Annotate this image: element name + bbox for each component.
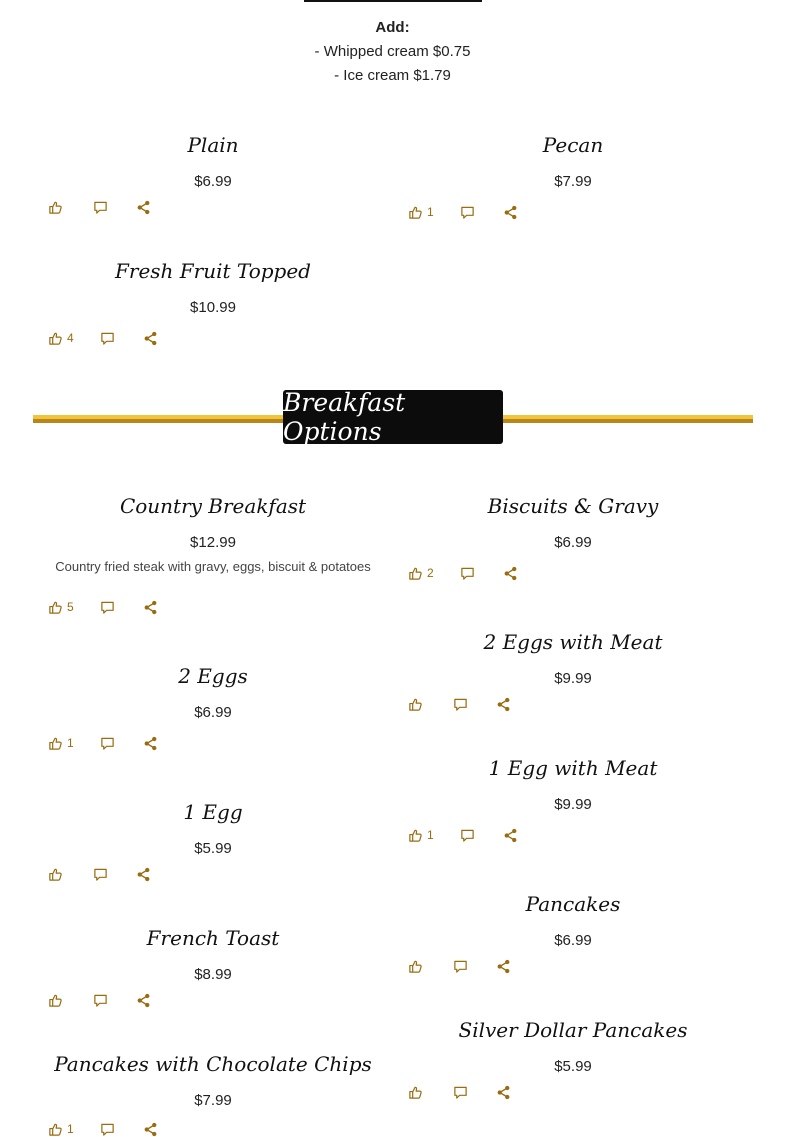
thumbs-up-icon (48, 331, 63, 346)
share-icon (503, 828, 518, 843)
addons-title: Add: (375, 19, 410, 36)
like-button[interactable] (408, 1085, 427, 1100)
like-count: 5 (67, 600, 74, 614)
share-button[interactable] (503, 828, 518, 843)
like-count: 1 (67, 736, 74, 750)
like-button[interactable] (408, 828, 434, 843)
addon-line: - Ice cream $1.79 (334, 67, 451, 84)
menu-item (393, 629, 753, 689)
comment-icon (460, 205, 475, 220)
like-button[interactable] (408, 566, 434, 581)
thumbs-up-icon (48, 867, 63, 882)
comment-icon (93, 867, 108, 882)
comment-icon (100, 600, 115, 615)
menu-item (33, 799, 393, 859)
comment-icon (100, 331, 115, 346)
item-price: $7.99 (194, 1092, 232, 1109)
like-button[interactable] (48, 993, 67, 1008)
comment-button[interactable] (100, 1122, 115, 1137)
item-name: 2 Eggs (178, 664, 248, 688)
addons-block (0, 16, 785, 88)
comment-icon (460, 566, 475, 581)
item-price: $9.99 (554, 796, 592, 813)
like-button[interactable] (48, 331, 74, 346)
menu-item (33, 925, 393, 985)
item-price: $12.99 (190, 534, 236, 551)
comment-button[interactable] (460, 205, 475, 220)
item-actions (48, 598, 158, 616)
menu-item (393, 493, 753, 553)
comment-button[interactable] (453, 959, 468, 974)
like-button[interactable] (48, 200, 67, 215)
item-actions (48, 991, 151, 1009)
share-button[interactable] (143, 736, 158, 751)
comment-button[interactable] (460, 566, 475, 581)
thumbs-up-icon (408, 828, 423, 843)
share-button[interactable] (503, 566, 518, 581)
item-actions (48, 198, 151, 216)
item-name: Pancakes with Chocolate Chips (54, 1052, 372, 1076)
like-button[interactable] (408, 959, 427, 974)
share-icon (136, 200, 151, 215)
comment-icon (453, 697, 468, 712)
like-count: 2 (427, 566, 434, 580)
share-button[interactable] (143, 331, 158, 346)
share-icon (143, 600, 158, 615)
share-button[interactable] (496, 697, 511, 712)
comment-button[interactable] (453, 697, 468, 712)
addon-line: - Whipped cream $0.75 (314, 43, 471, 60)
item-price: $5.99 (554, 1058, 592, 1075)
item-price: $6.99 (194, 704, 232, 721)
comment-button[interactable] (460, 828, 475, 843)
share-button[interactable] (136, 867, 151, 882)
item-actions (48, 1120, 158, 1137)
comment-icon (453, 1085, 468, 1100)
item-price: $6.99 (554, 534, 592, 551)
item-name: 1 Egg (183, 800, 243, 824)
comment-icon (460, 828, 475, 843)
thumbs-up-icon (48, 200, 63, 215)
thumbs-up-icon (48, 736, 63, 751)
share-icon (136, 993, 151, 1008)
item-actions (48, 329, 158, 347)
item-name: Fresh Fruit Topped (115, 259, 311, 283)
like-button[interactable] (48, 1122, 74, 1137)
like-button[interactable] (48, 867, 67, 882)
comment-button[interactable] (93, 200, 108, 215)
menu-item (33, 258, 393, 318)
comment-button[interactable] (453, 1085, 468, 1100)
menu-item (33, 132, 393, 192)
thumbs-up-icon (408, 697, 423, 712)
like-button[interactable] (48, 600, 74, 615)
thumbs-up-icon (408, 566, 423, 581)
item-description: Country fried steak with gravy, eggs, biscuit & potatoes (55, 559, 371, 574)
share-button[interactable] (136, 993, 151, 1008)
menu-item (33, 663, 393, 723)
item-actions (408, 1083, 511, 1101)
item-price: $10.99 (190, 299, 236, 316)
share-icon (503, 566, 518, 581)
thumbs-up-icon (408, 205, 423, 220)
item-name: Silver Dollar Pancakes (458, 1018, 688, 1042)
like-count: 1 (67, 1122, 74, 1136)
thumbs-up-icon (48, 1122, 63, 1137)
comment-button[interactable] (93, 993, 108, 1008)
top-divider (304, 0, 482, 2)
menu-item (393, 755, 753, 815)
item-name: Pecan (542, 133, 604, 157)
item-actions (408, 695, 511, 713)
item-name: 2 Eggs with Meat (483, 630, 663, 654)
share-icon (143, 331, 158, 346)
share-button[interactable] (136, 200, 151, 215)
like-button[interactable] (408, 205, 434, 220)
like-count: 4 (67, 331, 74, 345)
item-price: $7.99 (554, 173, 592, 190)
like-button[interactable] (408, 697, 427, 712)
share-button[interactable] (503, 205, 518, 220)
comment-button[interactable] (100, 600, 115, 615)
section-title-badge (283, 390, 503, 444)
item-actions (48, 734, 158, 752)
item-name: Plain (187, 133, 239, 157)
item-price: $8.99 (194, 966, 232, 983)
share-icon (143, 736, 158, 751)
item-name: 1 Egg with Meat (488, 756, 658, 780)
menu-item (33, 493, 393, 576)
comment-icon (453, 959, 468, 974)
menu-item (393, 1017, 753, 1077)
menu-item (393, 132, 753, 192)
like-count: 1 (427, 828, 434, 842)
comment-button[interactable] (100, 736, 115, 751)
item-name: Country Breakfast (119, 494, 307, 518)
item-actions (408, 203, 518, 221)
thumbs-up-icon (48, 600, 63, 615)
menu-item (393, 891, 753, 951)
comment-button[interactable] (93, 867, 108, 882)
like-count: 1 (427, 205, 434, 219)
item-actions (48, 865, 151, 883)
item-name: Biscuits & Gravy (487, 494, 659, 518)
item-actions (408, 564, 518, 582)
thumbs-up-icon (408, 1085, 423, 1100)
comment-icon (100, 1122, 115, 1137)
share-icon (136, 867, 151, 882)
share-icon (496, 959, 511, 974)
item-name: Pancakes (525, 892, 621, 916)
section-title: Breakfast Options (283, 388, 406, 446)
item-price: $6.99 (554, 932, 592, 949)
share-icon (143, 1122, 158, 1137)
item-price: $5.99 (194, 840, 232, 857)
menu-item (33, 1051, 393, 1111)
share-button[interactable] (143, 600, 158, 615)
item-price: $9.99 (554, 670, 592, 687)
thumbs-up-icon (408, 959, 423, 974)
item-actions (408, 826, 518, 844)
comment-icon (93, 993, 108, 1008)
comment-icon (100, 736, 115, 751)
share-icon (496, 1085, 511, 1100)
share-icon (496, 697, 511, 712)
share-button[interactable] (496, 959, 511, 974)
share-button[interactable] (143, 1122, 158, 1137)
share-icon (503, 205, 518, 220)
share-button[interactable] (496, 1085, 511, 1100)
item-price: $6.99 (194, 173, 232, 190)
item-name: French Toast (146, 926, 280, 950)
comment-button[interactable] (100, 331, 115, 346)
thumbs-up-icon (48, 993, 63, 1008)
comment-icon (93, 200, 108, 215)
item-actions (408, 957, 511, 975)
like-button[interactable] (48, 736, 74, 751)
